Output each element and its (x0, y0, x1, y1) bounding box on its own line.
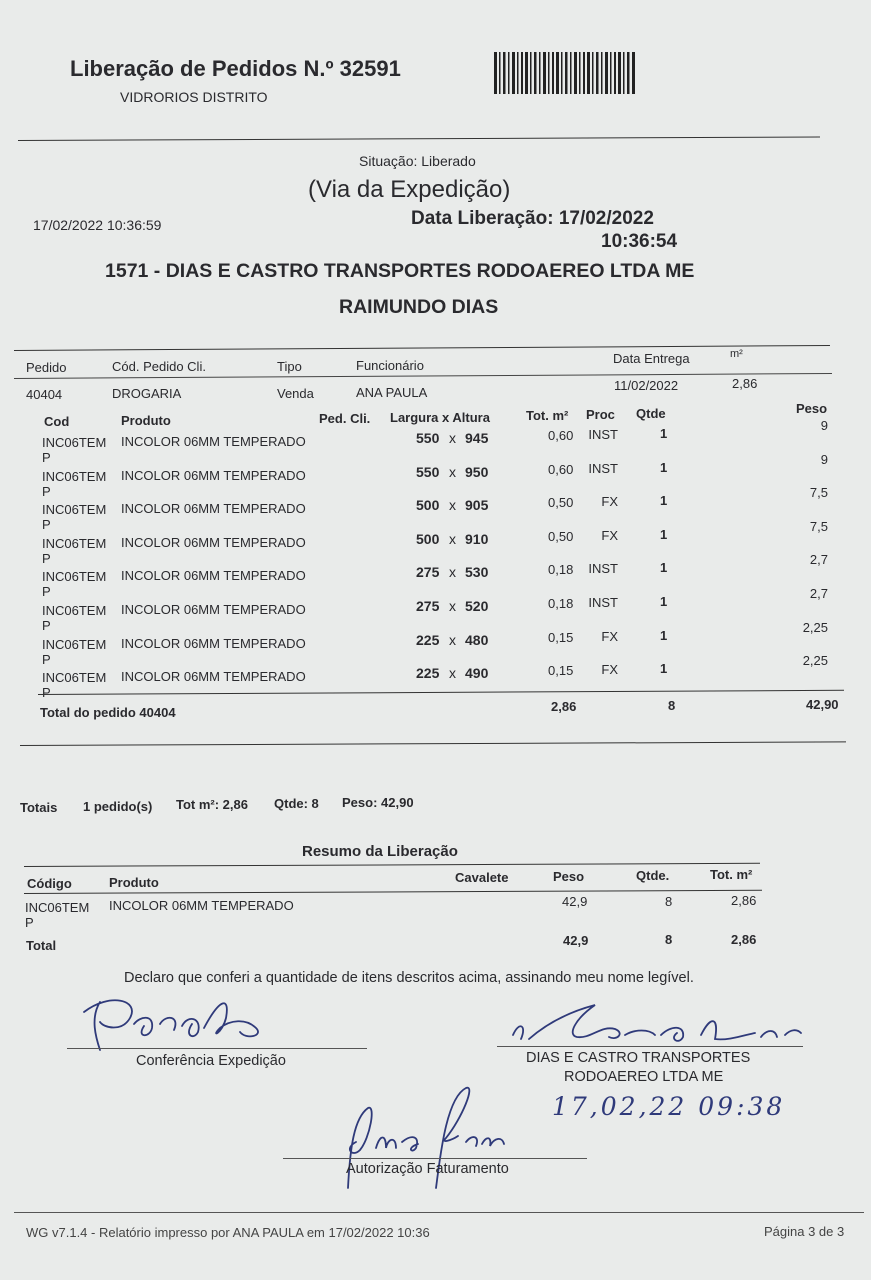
row-largura: 550 (416, 430, 440, 446)
conferencia-label: Conferência Expedição (136, 1053, 286, 1069)
autorizacao-label: Autorização Faturamento (346, 1161, 509, 1177)
row-cod2: P (42, 517, 51, 533)
totais-qtde: Qtde: 8 (274, 796, 319, 811)
resumo-top-divider (24, 863, 760, 867)
client-name: 1571 - DIAS E CASTRO TRANSPORTES RODOAEREO LTDA ME (105, 260, 695, 282)
row-cod1: INC06TEM (42, 535, 107, 551)
row-altura: 530 (465, 564, 489, 581)
resumo-col-qtde: Qtde. (636, 868, 670, 883)
row-cod2: P (42, 483, 51, 499)
row-x: x (449, 564, 456, 581)
row-proc: INST (588, 460, 618, 476)
value-data-entrega: 11/02/2022 (614, 378, 679, 393)
row-cod1: INC06TEM (42, 636, 107, 652)
row-produto: INCOLOR 06MM TEMPERADO (121, 669, 306, 685)
row-produto: INCOLOR 06MM TEMPERADO (121, 635, 306, 651)
totais-pedidos: 1 pedido(s) (83, 799, 153, 814)
total-pedido-qtde: 8 (668, 698, 676, 713)
row-qtde: 1 (660, 526, 668, 542)
resumo-total-tot-m2: 2,86 (731, 932, 757, 947)
row-largura: 500 (416, 497, 440, 514)
handwritten-date: 17,02,22 09:38 (552, 1092, 786, 1121)
col-proc: Proc (586, 407, 615, 422)
value-pedido: 40404 (26, 387, 63, 402)
footer-left: WG v7.1.4 - Relatório impresso por ANA PAULA em 17/02/2022 10:36 (26, 1225, 430, 1240)
col-tot-m2: Tot. m² (526, 408, 569, 423)
footer-right: Página 3 de 3 (764, 1224, 845, 1239)
resumo-row-cod2: P (25, 915, 34, 930)
row-x: x (449, 497, 456, 514)
client-line2: RODOAEREO LTDA ME (564, 1069, 724, 1085)
row-cod1: INC06TEM (42, 502, 107, 518)
row-produto: INCOLOR 06MM TEMPERADO (121, 434, 306, 449)
resumo-col-tot-m2: Tot. m² (710, 867, 753, 882)
row-qtde: 1 (660, 594, 668, 609)
row-largura: 225 (416, 631, 440, 648)
signature-client-icon (505, 995, 805, 1050)
row-proc: FX (601, 494, 618, 510)
row-peso: 2,25 (802, 619, 828, 635)
situacao: Situação: Liberado (359, 153, 476, 169)
row-tot-m2: 0,18 (548, 596, 574, 611)
printed-at: 17/02/2022 10:36:59 (33, 217, 162, 233)
col-ped-cli: Ped. Cli. (319, 411, 371, 426)
value-m2: 2,86 (732, 376, 758, 391)
row-altura: 480 (465, 631, 489, 648)
col-qtde: Qtde (636, 406, 666, 421)
document-title: Liberação de Pedidos N.º 32591 (70, 56, 401, 81)
label-m2: m² (730, 348, 743, 360)
resumo-total-label: Total (26, 938, 57, 953)
total-pedido-m2: 2,86 (551, 699, 577, 714)
row-largura: 225 (416, 665, 440, 682)
row-tot-m2: 0,60 (548, 428, 574, 443)
row-cod2: P (42, 685, 51, 701)
resumo-title: Resumo da Liberação (302, 843, 458, 860)
totais-m2: Tot m²: 2,86 (176, 797, 248, 812)
row-produto: INCOLOR 06MM TEMPERADO (121, 602, 306, 617)
resumo-row-produto: INCOLOR 06MM TEMPERADO (109, 898, 294, 913)
row-tot-m2: 0,15 (548, 663, 574, 679)
totais-peso: Peso: 42,90 (342, 795, 414, 810)
row-cod2: P (42, 450, 51, 465)
row-qtde: 1 (660, 426, 668, 441)
declaration-text: Declaro que conferi a quantidade de itens descritos acima, assinando meu nome legível. (124, 970, 694, 986)
row-x: x (449, 430, 456, 446)
barcode-icon (494, 52, 636, 94)
via-label: (Via da Expedição) (308, 176, 511, 203)
row-peso: 9 (820, 451, 828, 467)
header-divider (18, 137, 820, 141)
row-largura: 500 (416, 530, 440, 547)
row-altura: 520 (465, 598, 489, 614)
col-cod: Cod (44, 414, 70, 429)
value-funcionario: ANA PAULA (356, 385, 428, 400)
resumo-row-peso: 42,9 (562, 894, 588, 909)
signature-line-conferencia (67, 1048, 367, 1049)
row-cod2: P (42, 651, 51, 667)
row-x: x (449, 665, 456, 682)
row-qtde: 1 (660, 627, 668, 643)
col-largura-altura: Largura x Altura (390, 410, 490, 425)
row-peso: 2,7 (809, 586, 828, 601)
resumo-row-qtde: 8 (665, 894, 673, 909)
row-qtde: 1 (660, 459, 668, 475)
row-peso: 2,25 (802, 653, 828, 669)
value-cod-pedido-cli: DROGARIA (112, 386, 182, 401)
row-peso: 7,5 (809, 518, 828, 534)
row-x: x (449, 463, 456, 480)
row-x: x (449, 631, 456, 648)
row-produto: INCOLOR 06MM TEMPERADO (121, 568, 306, 584)
row-qtde: 1 (660, 661, 668, 677)
signature-line-client (497, 1046, 803, 1047)
row-cod2: P (42, 618, 51, 633)
row-cod1: INC06TEM (42, 670, 107, 686)
row-largura: 275 (416, 598, 440, 614)
row-qtde: 1 (660, 560, 668, 576)
row-peso: 2,7 (809, 552, 828, 568)
resumo-col-peso: Peso (553, 869, 585, 884)
col-produto: Produto (121, 413, 171, 428)
resumo-row-cod1: INC06TEM (25, 900, 90, 915)
row-cod1: INC06TEM (42, 435, 107, 450)
company-name: VIDRORIOS DISTRITO (120, 89, 268, 105)
row-tot-m2: 0,50 (548, 528, 574, 544)
resumo-total-peso: 42,9 (563, 933, 589, 948)
row-tot-m2: 0,60 (548, 461, 574, 477)
data-liberacao-time: 10:36:54 (601, 231, 678, 252)
row-cod1: INC06TEM (42, 468, 107, 484)
row-x: x (449, 530, 456, 547)
row-altura: 945 (465, 430, 489, 446)
data-liberacao: Data Liberação: 17/02/2022 (411, 208, 654, 229)
row-largura: 275 (416, 564, 440, 581)
resumo-total-qtde: 8 (665, 932, 673, 947)
row-altura: 490 (465, 665, 489, 682)
label-pedido: Pedido (26, 360, 67, 375)
label-funcionario: Funcionário (356, 358, 424, 373)
row-produto: INCOLOR 06MM TEMPERADO (121, 467, 306, 483)
total-pedido-label: Total do pedido 40404 (40, 705, 176, 720)
row-altura: 905 (465, 497, 489, 514)
row-tot-m2: 0,50 (548, 495, 574, 511)
order-bottom-divider (20, 741, 846, 746)
row-altura: 950 (465, 463, 489, 480)
resumo-col-produto: Produto (109, 875, 159, 890)
row-proc: INST (588, 561, 618, 577)
footer-divider (14, 1212, 864, 1213)
row-proc: FX (601, 662, 618, 678)
row-largura: 550 (416, 463, 440, 480)
row-cod1: INC06TEM (42, 569, 107, 585)
row-produto: INCOLOR 06MM TEMPERADO (121, 534, 306, 550)
row-proc: FX (601, 527, 618, 543)
order-top-divider (14, 345, 830, 351)
row-proc: INST (588, 427, 618, 442)
row-cod2: P (42, 550, 51, 566)
totais-label: Totais (20, 800, 58, 815)
label-cod-pedido-cli: Cód. Pedido Cli. (112, 359, 206, 374)
row-peso: 7,5 (809, 485, 828, 501)
client-line1: DIAS E CASTRO TRANSPORTES (526, 1050, 751, 1066)
resumo-header-divider (24, 890, 762, 894)
resumo-row-tot-m2: 2,86 (731, 893, 757, 908)
row-altura: 910 (465, 530, 489, 547)
col-peso: Peso (796, 401, 828, 416)
row-cod2: P (42, 584, 51, 600)
row-cod1: INC06TEM (42, 603, 107, 618)
items-total-divider (38, 690, 844, 695)
row-x: x (449, 598, 456, 614)
resumo-col-codigo: Código (27, 876, 72, 891)
row-qtde: 1 (660, 493, 668, 509)
value-tipo: Venda (277, 386, 314, 401)
row-tot-m2: 0,15 (548, 629, 574, 645)
row-produto: INCOLOR 06MM TEMPERADO (121, 501, 306, 517)
label-tipo: Tipo (277, 359, 302, 374)
signature-line-autorizacao (283, 1158, 587, 1159)
client-contact: RAIMUNDO DIAS (339, 296, 499, 318)
row-proc: INST (588, 595, 618, 610)
resumo-col-cavalete: Cavalete (455, 870, 509, 885)
row-proc: FX (601, 628, 618, 644)
label-data-entrega: Data Entrega (613, 351, 690, 366)
row-peso: 9 (820, 418, 828, 433)
row-tot-m2: 0,18 (548, 562, 574, 578)
total-pedido-peso: 42,90 (806, 697, 839, 712)
